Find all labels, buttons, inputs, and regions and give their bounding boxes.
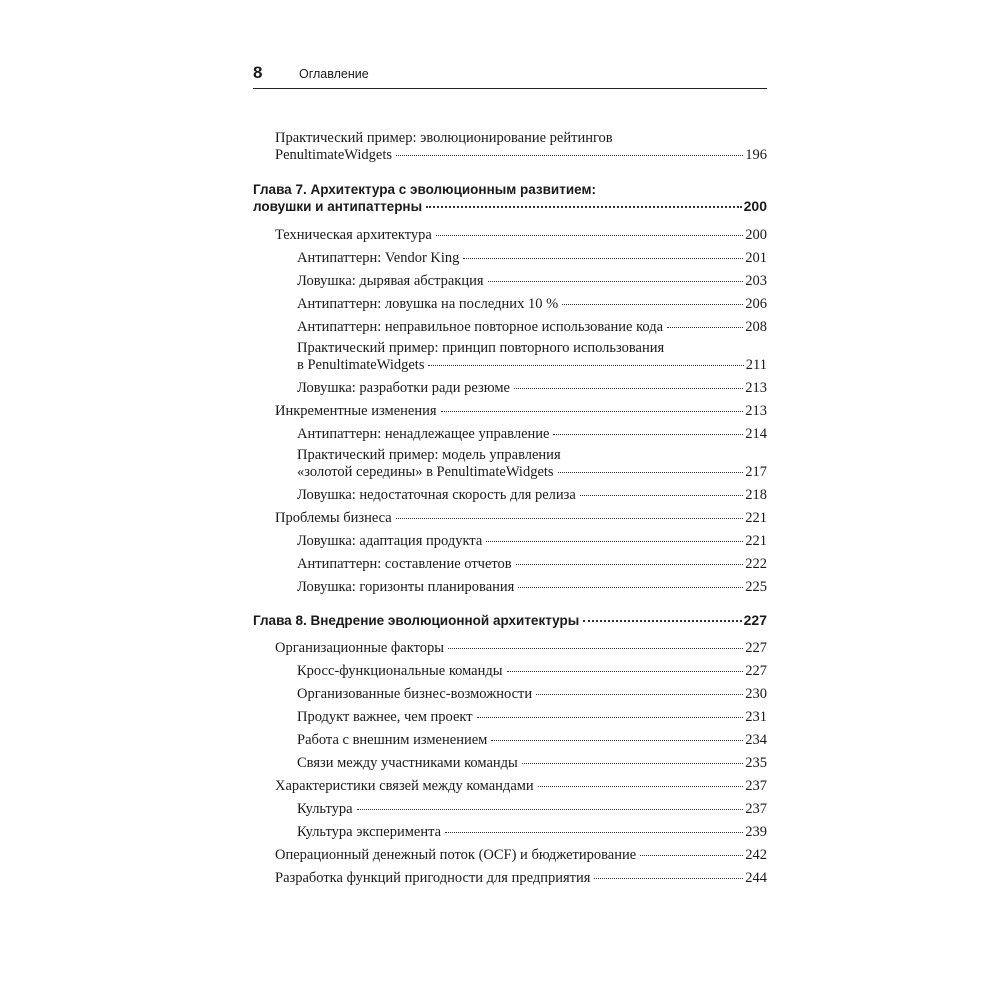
entry-line — [275, 227, 767, 244]
dot-leader — [516, 564, 744, 565]
toc-entry — [297, 533, 767, 550]
entry-line — [297, 663, 767, 680]
entry-title: Практический пример: модель управления — [297, 447, 561, 463]
entry-title: Практический пример: эволюционирование рейтингов — [275, 130, 613, 146]
entry-title: Антипаттерн: Vendor King — [297, 250, 460, 266]
entry-page-number: 230 — [745, 686, 767, 702]
entry-page-number: 242 — [745, 847, 767, 863]
entry-line — [253, 612, 767, 629]
toc-entry — [297, 426, 767, 443]
chapter-entry — [253, 181, 767, 215]
entry-page-number: 237 — [745, 778, 767, 794]
entry-page-number: 203 — [745, 273, 767, 289]
entry-line — [275, 403, 767, 420]
entry-line — [297, 340, 767, 357]
entry-page-number: 221 — [745, 533, 767, 549]
running-header — [253, 62, 767, 89]
toc-entry — [275, 778, 767, 795]
toc-entry — [275, 130, 767, 164]
entry-page-number: 234 — [745, 732, 767, 748]
dot-leader — [553, 434, 743, 435]
entry-title: Антипаттерн: ненадлежащее управление — [297, 426, 550, 442]
entry-page-number: 200 — [745, 227, 767, 243]
entry-title: Организованные бизнес-возможности — [297, 686, 533, 702]
entry-page-number: 231 — [745, 709, 767, 725]
dot-leader — [396, 518, 744, 519]
entry-line — [297, 380, 767, 397]
dot-leader — [518, 587, 743, 588]
toc-entry — [275, 227, 767, 244]
entry-line — [275, 147, 767, 164]
entry-line — [297, 556, 767, 573]
dot-leader — [667, 327, 743, 328]
entry-page-number: 213 — [745, 380, 767, 396]
entry-title: Инкрементные изменения — [275, 403, 437, 419]
entry-page-number: 227 — [745, 663, 767, 679]
entry-line — [297, 464, 767, 481]
entry-title: Практический пример: принцип повторного использования — [297, 340, 665, 356]
dot-leader — [562, 304, 743, 305]
toc-entry — [275, 870, 767, 887]
entry-title: Антипаттерн: составление отчетов — [297, 556, 512, 572]
entry-title: Операционный денежный поток (OCF) и бюджетирование — [275, 847, 637, 863]
dot-leader — [488, 281, 744, 282]
entry-page-number: 200 — [743, 198, 767, 214]
dot-leader — [522, 763, 743, 764]
entry-title: Антипаттерн: ловушка на последних 10 % — [297, 296, 559, 312]
entry-page-number: 201 — [745, 250, 767, 266]
page-number: 8 — [253, 63, 263, 82]
toc-entry — [297, 319, 767, 336]
entry-title: Связи между участниками команды — [297, 755, 518, 771]
entry-title: в PenultimateWidgets — [297, 357, 425, 373]
dot-leader — [538, 786, 744, 787]
dot-leader — [580, 495, 743, 496]
entry-page-number: 208 — [745, 319, 767, 335]
entry-line — [297, 447, 767, 464]
entry-line — [275, 130, 767, 147]
entry-page-number: 206 — [745, 296, 767, 312]
toc-entry — [297, 732, 767, 749]
dot-leader — [594, 878, 743, 879]
entry-title: Работа с внешним изменением — [297, 732, 488, 748]
running-title: Оглавление — [299, 67, 369, 81]
toc-entry — [297, 801, 767, 818]
entry-page-number: 214 — [745, 426, 767, 442]
entry-page-number: 225 — [745, 579, 767, 595]
dot-leader — [514, 388, 743, 389]
entry-page-number: 239 — [745, 824, 767, 840]
entry-page-number: 237 — [745, 801, 767, 817]
entry-line — [297, 250, 767, 267]
toc-entry — [297, 487, 767, 504]
entry-title: Антипаттерн: неправильное повторное использование кода — [297, 319, 664, 335]
entry-page-number: 235 — [745, 755, 767, 771]
entry-line — [297, 357, 767, 374]
entry-line — [275, 847, 767, 864]
toc-entry — [275, 640, 767, 657]
entry-page-number: 217 — [745, 464, 767, 480]
entry-line — [297, 296, 767, 313]
entry-page-number: 196 — [745, 147, 767, 163]
entry-title: Глава 7. Архитектура с эволюционным развитием: — [253, 182, 596, 197]
entry-page-number: 222 — [745, 556, 767, 572]
entry-line — [297, 824, 767, 841]
entry-page-number: 211 — [745, 357, 767, 373]
dot-leader — [426, 206, 742, 208]
entry-line — [275, 510, 767, 527]
entry-line — [253, 181, 767, 198]
entry-line — [297, 709, 767, 726]
dot-leader — [536, 694, 743, 695]
toc-entry — [297, 340, 767, 374]
dot-leader — [436, 235, 743, 236]
toc-entry — [297, 250, 767, 267]
entry-title: Ловушка: горизонты планирования — [297, 579, 515, 595]
chapter-entry — [253, 612, 767, 629]
entry-line — [297, 426, 767, 443]
dot-leader — [448, 648, 743, 649]
entry-title: PenultimateWidgets — [275, 147, 393, 163]
entry-title: Кросс-функциональные команды — [297, 663, 503, 679]
dot-leader — [486, 541, 743, 542]
toc-entry — [297, 709, 767, 726]
toc-entry — [297, 273, 767, 290]
dot-leader — [463, 258, 743, 259]
entry-title: Ловушка: дырявая абстракция — [297, 273, 484, 289]
entry-title: Продукт важнее, чем проект — [297, 709, 473, 725]
entry-line — [275, 640, 767, 657]
dot-leader — [583, 620, 741, 622]
entry-title: Культура — [297, 801, 353, 817]
dot-leader — [357, 809, 744, 810]
dot-leader — [491, 740, 743, 741]
entry-title: «золотой середины» в PenultimateWidgets — [297, 464, 554, 480]
toc-entry — [297, 824, 767, 841]
entry-line — [275, 778, 767, 795]
toc-entry — [297, 380, 767, 397]
entry-page-number: 227 — [745, 640, 767, 656]
entry-line — [297, 533, 767, 550]
toc-entry — [297, 686, 767, 703]
entry-page-number: 221 — [745, 510, 767, 526]
entry-page-number: 213 — [745, 403, 767, 419]
entry-title: Глава 8. Внедрение эволюционной архитектуры — [253, 613, 580, 628]
entry-line — [297, 319, 767, 336]
dot-leader — [558, 472, 744, 473]
dot-leader — [507, 671, 744, 672]
entry-title: Организационные факторы — [275, 640, 444, 656]
toc-entry — [297, 556, 767, 573]
entry-line — [253, 198, 767, 215]
entry-line — [297, 273, 767, 290]
entry-title: Разработка функций пригодности для предприятия — [275, 870, 591, 886]
entry-line — [275, 870, 767, 887]
entry-title: Культура эксперимента — [297, 824, 442, 840]
toc-entry — [275, 403, 767, 420]
toc-entry — [297, 296, 767, 313]
toc-entry — [297, 755, 767, 772]
dot-leader — [640, 855, 743, 856]
toc-entry — [275, 510, 767, 527]
entry-page-number: 218 — [745, 487, 767, 503]
entry-line — [297, 732, 767, 749]
entry-page-number: 227 — [743, 612, 767, 628]
entry-line — [297, 755, 767, 772]
dot-leader — [441, 411, 744, 412]
entry-title: Проблемы бизнеса — [275, 510, 392, 526]
dot-leader — [428, 365, 743, 366]
entry-line — [297, 487, 767, 504]
entry-title: Ловушка: недостаточная скорость для релиза — [297, 487, 576, 503]
entry-line — [297, 801, 767, 818]
entry-title: Характеристики связей между командами — [275, 778, 534, 794]
entry-line — [297, 686, 767, 703]
dot-leader — [477, 717, 744, 718]
dot-leader — [445, 832, 743, 833]
entry-title: ловушки и антипаттерны — [253, 199, 423, 214]
toc-entry — [275, 847, 767, 864]
toc-entry — [297, 447, 767, 481]
entry-line — [297, 579, 767, 596]
entry-page-number: 244 — [745, 870, 767, 886]
entry-title: Техническая архитектура — [275, 227, 432, 243]
entry-title: Ловушка: адаптация продукта — [297, 533, 483, 549]
dot-leader — [396, 155, 743, 156]
entry-title: Ловушка: разработки ради резюме — [297, 380, 510, 396]
toc-entry — [297, 579, 767, 596]
toc-entry — [297, 663, 767, 680]
